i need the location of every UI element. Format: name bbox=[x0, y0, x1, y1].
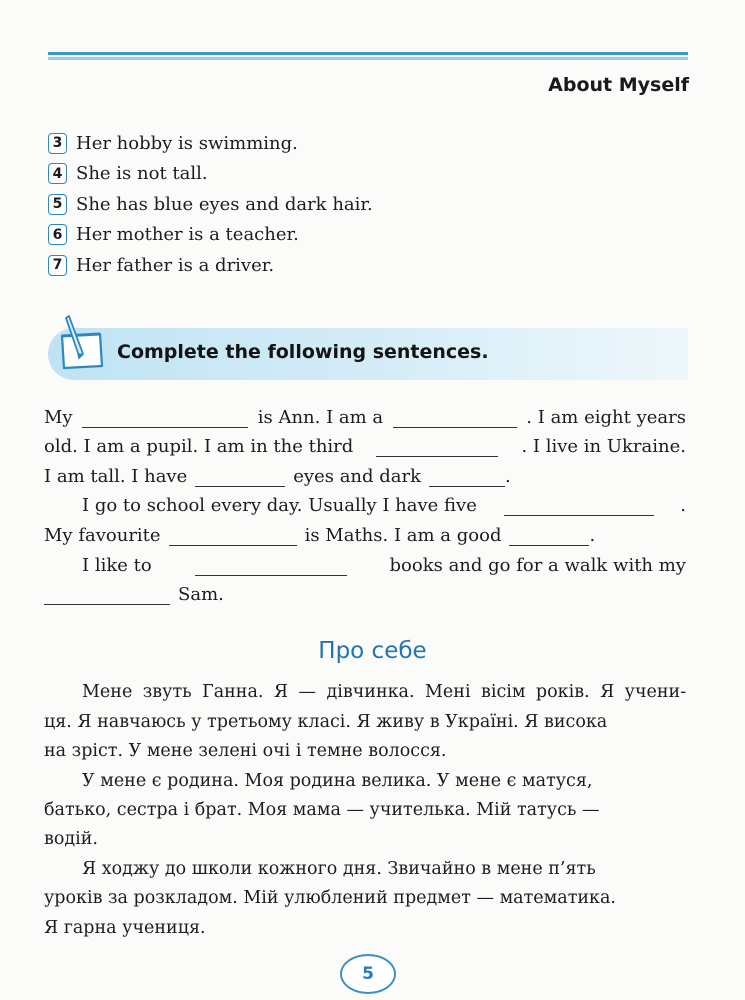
task-instruction: Complete the following sentences. bbox=[117, 341, 489, 363]
fill-in-exercise bbox=[44, 398, 686, 605]
sentence-text: She has blue eyes and dark hair. bbox=[76, 193, 373, 215]
exercise-text: . bbox=[589, 524, 596, 546]
exercise-text: is Ann. I am a bbox=[257, 406, 384, 428]
pencil-notepad-icon bbox=[52, 314, 110, 372]
sentence-text: She is not tall. bbox=[76, 163, 208, 185]
exercise-text: Sam. bbox=[178, 584, 224, 606]
exercise-text: . bbox=[680, 495, 686, 517]
text-line-content: Я ходжу до школи кожного дня. Звичайно в мене п’ять bbox=[82, 858, 596, 879]
answer-blank[interactable] bbox=[429, 468, 505, 487]
number-badge: 5 bbox=[48, 194, 67, 215]
answer-blank[interactable] bbox=[504, 497, 654, 516]
exercise-text: . I am eight years bbox=[526, 406, 686, 428]
list-item bbox=[48, 128, 373, 159]
text-line-content: Мене звуть Ганна. Я — дівчинка. Мені вісім років. Я учени- bbox=[82, 682, 687, 703]
exercise-line bbox=[44, 398, 686, 428]
text-line bbox=[44, 702, 686, 731]
exercise-text: old. I am a pupil. I am in the third bbox=[44, 436, 354, 458]
exercise-text: eyes and dark bbox=[293, 465, 422, 487]
answer-blank[interactable] bbox=[82, 409, 248, 428]
sentence-text: Her hobby is swimming. bbox=[76, 132, 298, 154]
exercise-text: books and go for a walk with my bbox=[389, 554, 686, 576]
exercise-text: is Maths. I am a good bbox=[304, 524, 502, 546]
exercise-text: I like to bbox=[82, 554, 152, 576]
number-badge: 7 bbox=[48, 255, 67, 276]
number-badge: 3 bbox=[48, 133, 67, 154]
answer-blank[interactable] bbox=[169, 527, 297, 546]
answer-blank[interactable] bbox=[376, 438, 498, 457]
list-item bbox=[48, 159, 373, 190]
page-number: 5 bbox=[340, 954, 396, 994]
text-line bbox=[44, 791, 686, 820]
sentence-text: Her father is a driver. bbox=[76, 254, 275, 276]
text-line-content: У мене є родина. Моя родина велика. У мене є матуся, bbox=[82, 770, 593, 791]
text-line-content: батько, сестра і брат. Моя мама — учителька. Мій татусь — bbox=[44, 799, 600, 820]
text-line bbox=[44, 732, 686, 761]
text-line bbox=[44, 849, 686, 878]
answer-blank[interactable] bbox=[393, 409, 517, 428]
section-title: Про себе bbox=[318, 638, 427, 664]
text-line-content: Я гарна учениця. bbox=[44, 917, 206, 938]
list-item bbox=[48, 220, 373, 251]
text-line-content: на зріст. У мене зелені очі і темне волосся. bbox=[44, 741, 447, 762]
answer-blank[interactable] bbox=[195, 468, 285, 487]
exercise-text: My favourite bbox=[44, 524, 161, 546]
text-line bbox=[44, 820, 686, 849]
answer-blank[interactable] bbox=[509, 527, 589, 546]
exercise-text: . I live in Ukraine. bbox=[521, 436, 686, 458]
exercise-line bbox=[44, 576, 686, 606]
text-line-content: уроків за розкладом. Мій улюблений предмет — математика. bbox=[44, 888, 616, 909]
text-line bbox=[44, 673, 686, 702]
exercise-text: I am tall. I have bbox=[44, 465, 188, 487]
exercise-line bbox=[44, 487, 686, 517]
list-item bbox=[48, 189, 373, 220]
ukrainian-text bbox=[44, 673, 686, 938]
sentence-text: Her mother is a teacher. bbox=[76, 224, 299, 246]
text-line bbox=[44, 908, 686, 937]
list-item bbox=[48, 250, 373, 281]
answer-blank[interactable] bbox=[195, 557, 347, 576]
text-line bbox=[44, 879, 686, 908]
exercise-line bbox=[44, 546, 686, 576]
exercise-text: I go to school every day. Usually I have five bbox=[82, 495, 477, 517]
text-line-content: водій. bbox=[44, 829, 98, 850]
exercise-text: . bbox=[505, 465, 511, 487]
page-header-title: About Myself bbox=[548, 74, 689, 96]
text-line bbox=[44, 761, 686, 790]
number-badge: 6 bbox=[48, 224, 67, 245]
exercise-line bbox=[44, 516, 686, 546]
text-line-content: ця. Я навчаюсь у третьому класі. Я живу в Україні. Я висока bbox=[44, 711, 608, 732]
exercise-text: My bbox=[44, 406, 73, 428]
answer-blank[interactable] bbox=[44, 586, 170, 605]
exercise-line bbox=[44, 457, 686, 487]
numbered-sentence-list bbox=[48, 128, 373, 281]
top-rule bbox=[48, 52, 688, 60]
number-badge: 4 bbox=[48, 163, 67, 184]
exercise-line bbox=[44, 428, 686, 458]
